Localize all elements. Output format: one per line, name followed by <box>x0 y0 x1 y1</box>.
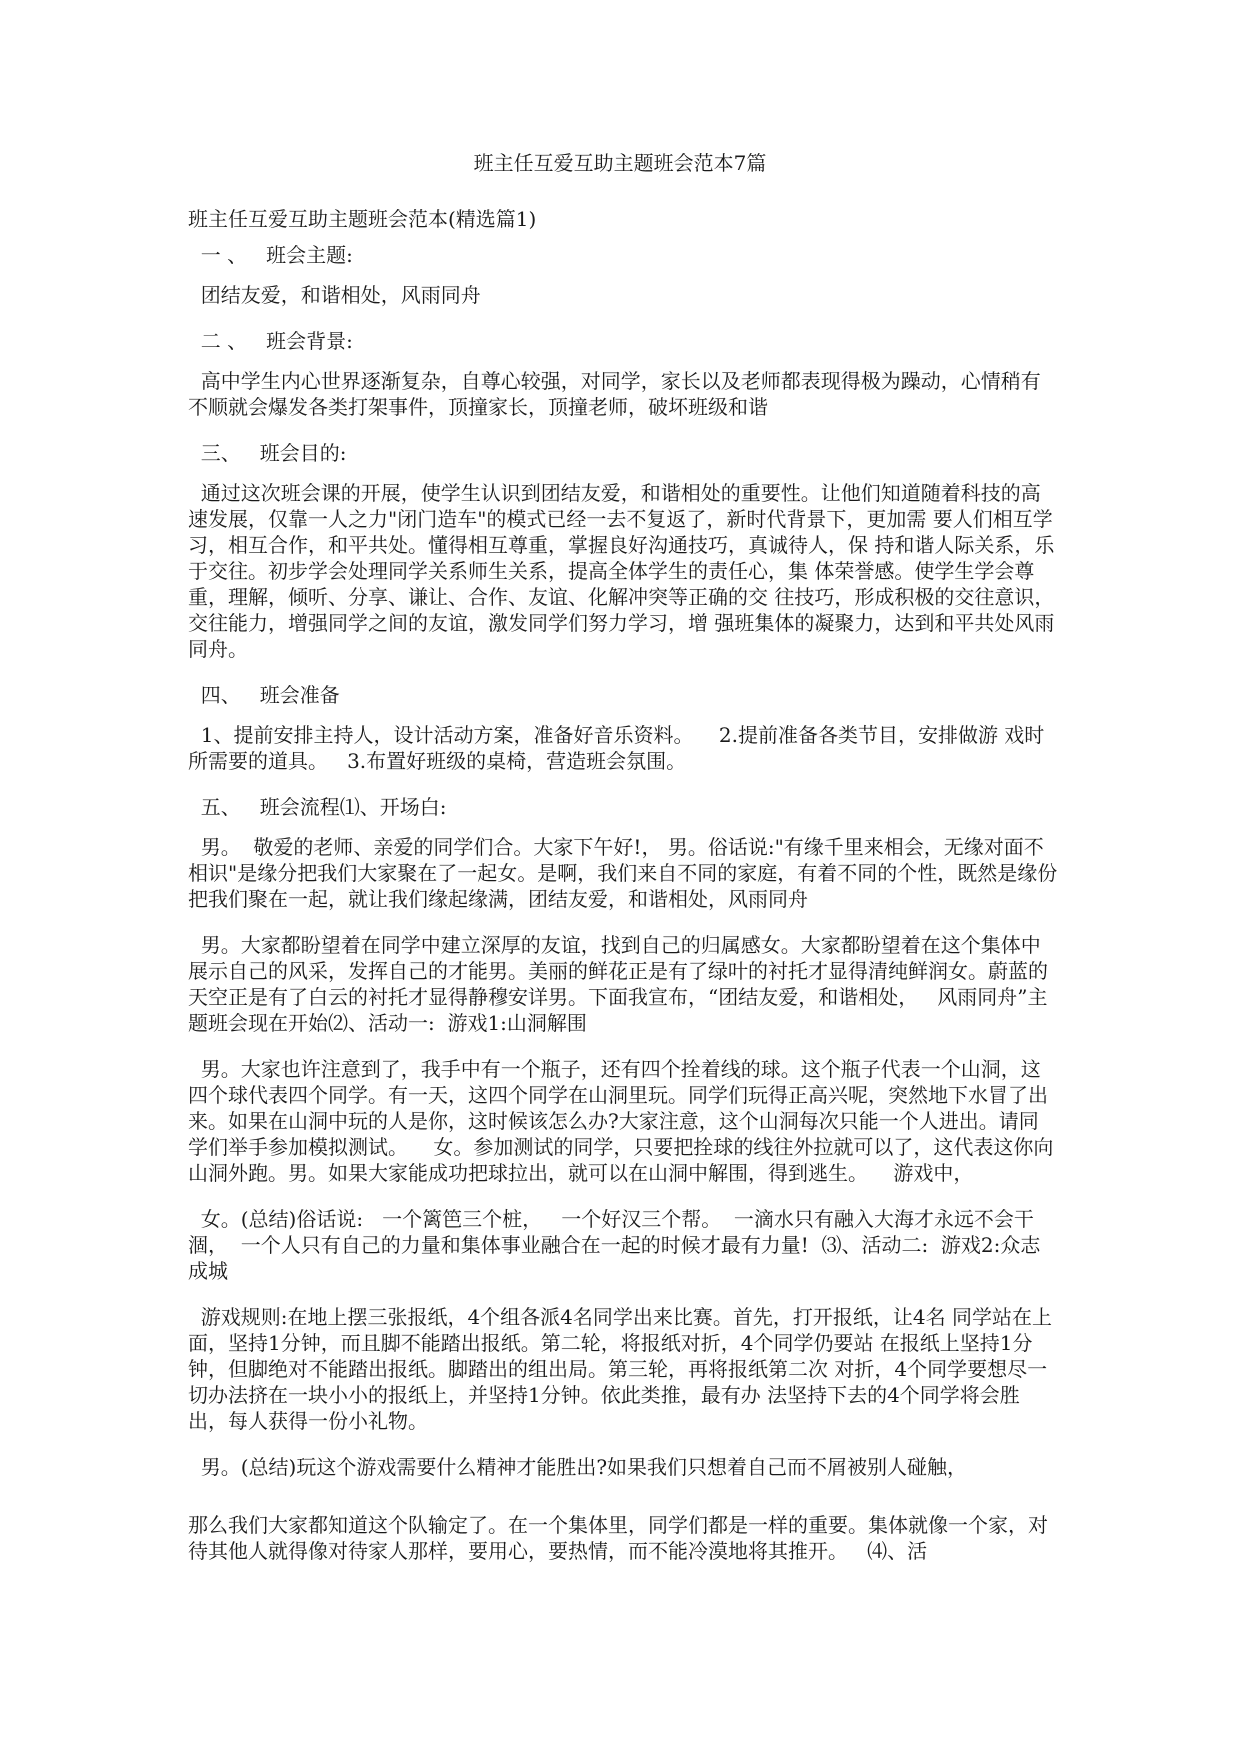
paragraph-game-rules: 游戏规则:在地上摆三张报纸，4个组各派4名同学出来比赛。首先，打开报纸，让4名 同学站在上面，坚持1分钟，而且脚不能踏出报纸。第二轮，将报纸对折，4个同学仍要站 在报纸上坚持1分钟，但脚绝对不能踏出报纸。脚踏出的组出局。第三轮，再将报纸第二次 对折，4个同学要想尽一切办法挤在一块小小的报纸上，并坚持1分钟。依此类推，最有办 法坚持下去的4个同学将会胜出，每人获得一份小礼物。 <box>188 1305 1052 1433</box>
paragraph-purpose: 通过这次班会课的开展，使学生认识到团结友爱，和谐相处的重要性。让他们知道随着科技的高速发展，仅靠一人之力"闭门造车"的模式已经一去不复返了，新时代背景下，更加需 要人们相互学习，相互合作，和平共处。懂得相互尊重，掌握良好沟通技巧，真诚待人，保 持和谐人际关系，乐于交往。初步学会处理同学关系师生关系，提高全体学生的责任心，集 体荣誉感。使学生学会尊重，理解，倾听、分享、谦让、合作、友谊、化解冲突等正确的交 往技巧，形成积极的交往意识，交往能力，增强同学之间的友谊，激发同学们努力学习，增 强班集体的凝聚力，达到和平共处风雨同舟。 <box>188 481 1055 661</box>
paragraph-opening: 男。 敬爱的老师、亲爱的同学们合。大家下午好!， 男。俗话说:"有缘千里来相会，无缘对面不相识"是缘分把我们大家聚在了一起女。是啊，我们来自不同的家庭，有着不同的个性，既然是缘份把我们聚在一起，就让我们缘起缘满，团结友爱，和谐相处，风雨同舟 <box>188 835 1058 911</box>
paragraph-preparation: 1、提前安排主持人，设计活动方案，准备好音乐资料。 2.提前准备各类节目，安排做游 戏时所需要的道具。 3.布置好班级的桌椅，营造班会氛围。 <box>188 723 1045 773</box>
paragraph-summary-two: 男。(总结)玩这个游戏需要什么精神才能胜出?如果我们只想着自己而不屑被别人碰触， <box>188 1455 968 1479</box>
section-subtitle: 班主任互爱互助主题班会范本(精选篇1) <box>188 207 537 231</box>
document-title: 班主任互爱互助主题班会范本7篇 <box>473 151 767 175</box>
heading-preparation: 四、 班会准备 <box>188 683 340 707</box>
heading-background: 二 、 班会背景: <box>188 329 353 353</box>
paragraph-game-cave: 男。大家也许注意到了，我手中有一个瓶子，还有四个拴着线的球。这个瓶子代表一个山洞，这四个球代表四个同学。有一天，这四个同学在山洞里玩。同学们玩得正高兴呢，突然地下水冒了出来。如果在山洞中玩的人是你，这时候该怎么办?大家注意，这个山洞每次只能一个人进出。请同学们举手参加模拟测试。 女。参加测试的同学，只要把拴球的线往外拉就可以了，这代表这你向山洞外跑。男。如果大家能成功把球拉出，就可以在山洞中解围，得到逃生。 游戏中， <box>188 1057 1054 1185</box>
paragraph-theme: 团结友爱，和谐相处，风雨同舟 <box>188 283 481 307</box>
paragraph-background: 高中学生内心世界逐渐复杂，自尊心较强，对同学，家长以及老师都表现得极为躁动，心情稍有不顺就会爆发各类打架事件，顶撞家长，顶撞老师，破坏班级和谐 <box>188 369 1041 419</box>
paragraph-summary-one: 女。(总结)俗话说: 一个篱笆三个桩， 一个好汉三个帮。 一滴水只有融入大海才永远不会干涸， 一个人只有自己的力量和集体事业融合在一起的时候才最有力量! ⑶、活动二: 游戏2:众志成城 <box>188 1207 1041 1283</box>
paragraph-friendship: 男。大家都盼望着在同学中建立深厚的友谊，找到自己的归属感女。大家都盼望着在这个集体中展示自己的风采，发挥自己的才能男。美丽的鲜花正是有了绿叶的衬托才显得清纯鲜润女。蔚蓝的天空正是有了白云的衬托才显得静穆安详男。下面我宣布，“团结友爱，和谐相处， 风雨同舟”主题班会现在开始⑵、活动一: 游戏1:山洞解围 <box>188 933 1048 1035</box>
document-body <box>188 206 1058 1584</box>
heading-theme: 一 、 班会主题: <box>188 243 353 267</box>
heading-purpose: 三、 班会目的: <box>188 441 347 465</box>
heading-procedure: 五、 班会流程⑴、开场白: <box>188 795 447 819</box>
paragraph-collective: 那么我们大家都知道这个队输定了。在一个集体里，同学们都是一样的重要。集体就像一个家，对待其他人就得像对待家人那样，要用心，要热情，而不能冷漠地将其推开。 ⑷、活 <box>188 1513 1048 1563</box>
